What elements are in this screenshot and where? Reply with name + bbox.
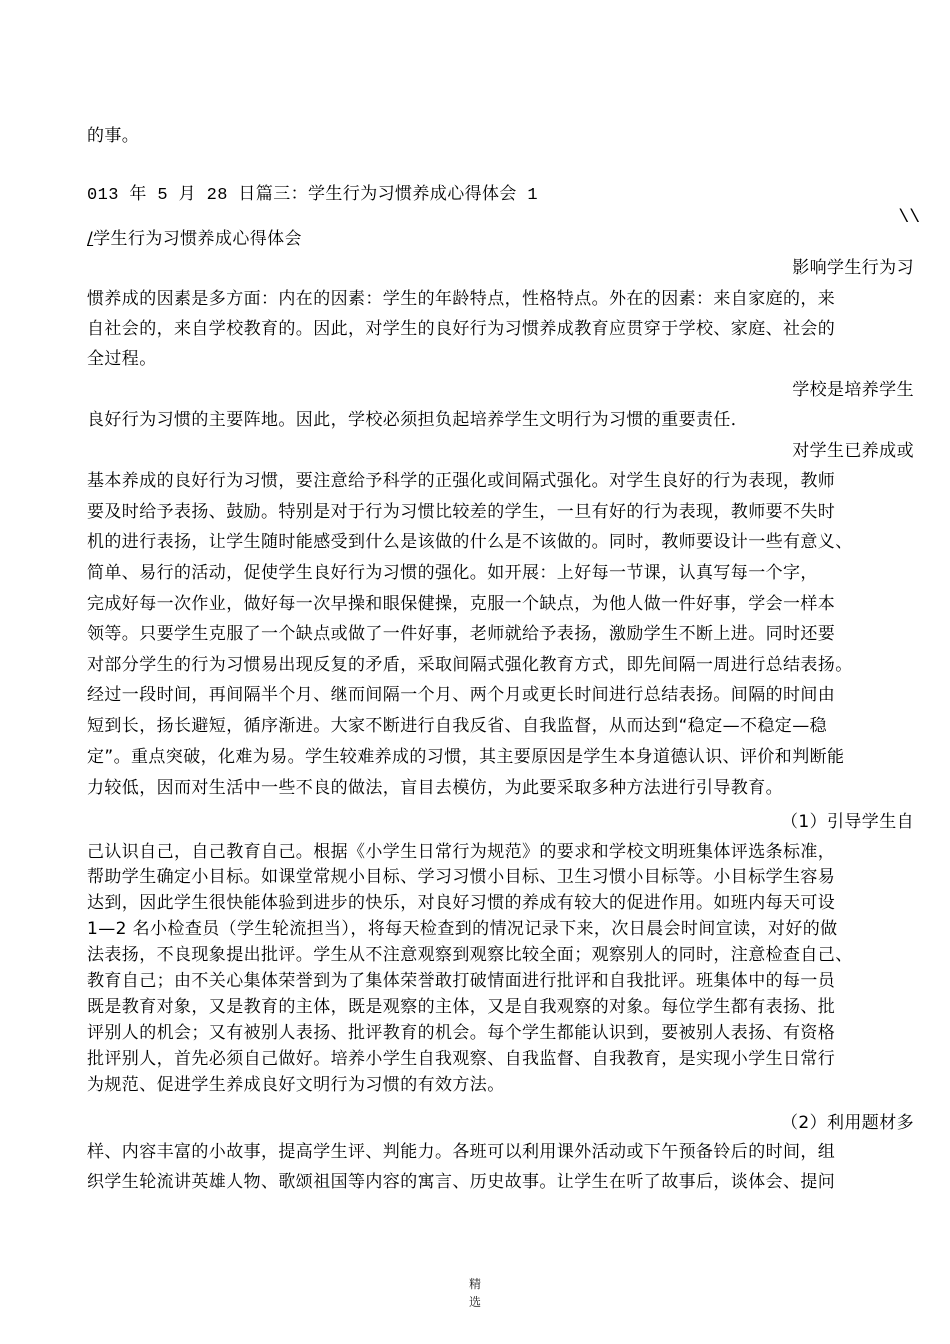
paragraph-lead: 影响学生行为习 [792,258,914,278]
text-line: 帮助学生确定小目标。如课堂常规小目标、学习习惯小目标、卫生习惯小目标等。小目标学生容易 [87,867,836,887]
text-line: 样、内容丰富的小故事，提高学生评、判能力。各班可以利用课外活动或下午预备铃后的时间，组 [87,1142,836,1162]
text-line: 要及时给予表扬、鼓励。特别是对于行为习惯比较差的学生，一旦有好的行为表现，教师要不失时 [87,502,836,522]
paragraph-lead: 对学生已养成或 [792,441,914,461]
text-line: 既是教育对象，又是教育的主体，既是观察的主体，又是自我观察的对象。每位学生都有表扬、批 [87,997,836,1017]
text-line: 为规范、促进学生养成良好文明行为习惯的有效方法。 [87,1075,505,1095]
text-line: 达到，因此学生很快能体验到进步的快乐，对良好习惯的养成有较大的促进作用。如班内每天可设 [87,893,836,913]
text-line: 良好行为习惯的主要阵地。因此，学校必须担负起培养学生文明行为习惯的重要责任． [87,410,749,430]
text-line: 定”。重点突破，化难为易。学生较难养成的习惯，其主要原因是学生本身道德认识、评价和判断能 [87,747,845,767]
text-line: 全过程。 [87,349,157,369]
document-title: /学生行为习惯养成心得体会 [87,229,302,249]
text-line: 评别人的机会；又有被别人表扬、批评教育的机会。每个学生都能认识到，要被别人表扬、有资格 [87,1023,836,1043]
footer-line: 选 [468,1295,481,1309]
text-line: 己认识自己，自己教育自己。根据《小学生日常行为规范》的要求和学校文明班集体评选条标准， [87,842,836,862]
text-line: 完成好每一次作业，做好每一次早操和眼保健操，克服一个缺点，为他人做一件好事，学会一样本 [87,594,836,614]
text-line: 基本养成的良好行为习惯，要注意给予科学的正强化或间隔式强化。对学生良好的行为表现，教师 [87,471,836,491]
paragraph-lead: （2）利用题材多 [780,1113,914,1133]
footer-line: 精 [468,1277,481,1291]
section-heading: 013 年 5 月 28 日篇三：学生行为习惯养成心得体会 1 [87,186,539,205]
paragraph-lead: 学校是培养学生 [792,380,914,400]
text-line: 织学生轮流讲英雄人物、歌颂祖国等内容的寓言、历史故事。让学生在听了故事后，谈体会、提问 [87,1172,836,1192]
text-line: 惯养成的因素是多方面：内在的因素：学生的年龄特点，性格特点。外在的因素：来自家庭的，来 [87,289,836,309]
text-line: 法表扬，不良现象提出批评。学生从不注意观察到观察比较全面；观察别人的同时，注意检查自己、 [87,945,853,965]
text-line: 批评别人，首先必须自己做好。培养小学生自我观察、自我监督、自我教育，是实现小学生日常行 [87,1049,836,1069]
text-line: 领等。只要学生克服了一个缺点或做了一件好事，老师就给予表扬，激励学生不断上进。同时还要 [87,624,836,644]
text-line: 对部分学生的行为习惯易出现反复的矛盾，采取间隔式强化教育方式，即先间隔一周进行总结表扬。 [87,655,853,675]
text-line: 教育自己；由不关心集体荣誉到为了集体荣誉敢打破情面进行批评和自我批评。班集体中的每一员 [87,971,836,991]
text-line: 1—2 名小检查员（学生轮流担当），将每天检查到的情况记录下来，次日晨会时间宣读，对好的做 [87,919,838,939]
text-line: 短到长，扬长避短，循序渐进。大家不断进行自我反省、自我监督，从而达到“稳定—不稳定—稳 [87,716,828,736]
text-line: 自社会的，来自学校教育的。因此，对学生的良好行为习惯养成教育应贯穿于学校、家庭、社会的 [87,319,836,339]
underline-mark: / [87,229,94,249]
text-line: 经过一段时间，再间隔半个月、继而间隔一个月、两个月或更长时间进行总结表扬。间隔的时间由 [87,685,836,705]
text-line: 机的进行表扬，让学生随时能感受到什么是该做的什么是不该做的。同时，教师要设计一些有意义、 [87,532,853,552]
page-footer [0,1275,950,1311]
text-line: 简单、易行的活动，促使学生良好行为习惯的强化。如开展：上好每一节课，认真写每一个字， [87,563,818,583]
text-line: 力较低，因而对生活中一些不良的做法，盲目去模仿，为此要采取多种方法进行引导教育。 [87,778,783,798]
corner-mark: \\ [898,208,920,228]
text-line: 的事。 [87,126,140,146]
paragraph-lead: （1）引导学生自 [780,812,914,832]
